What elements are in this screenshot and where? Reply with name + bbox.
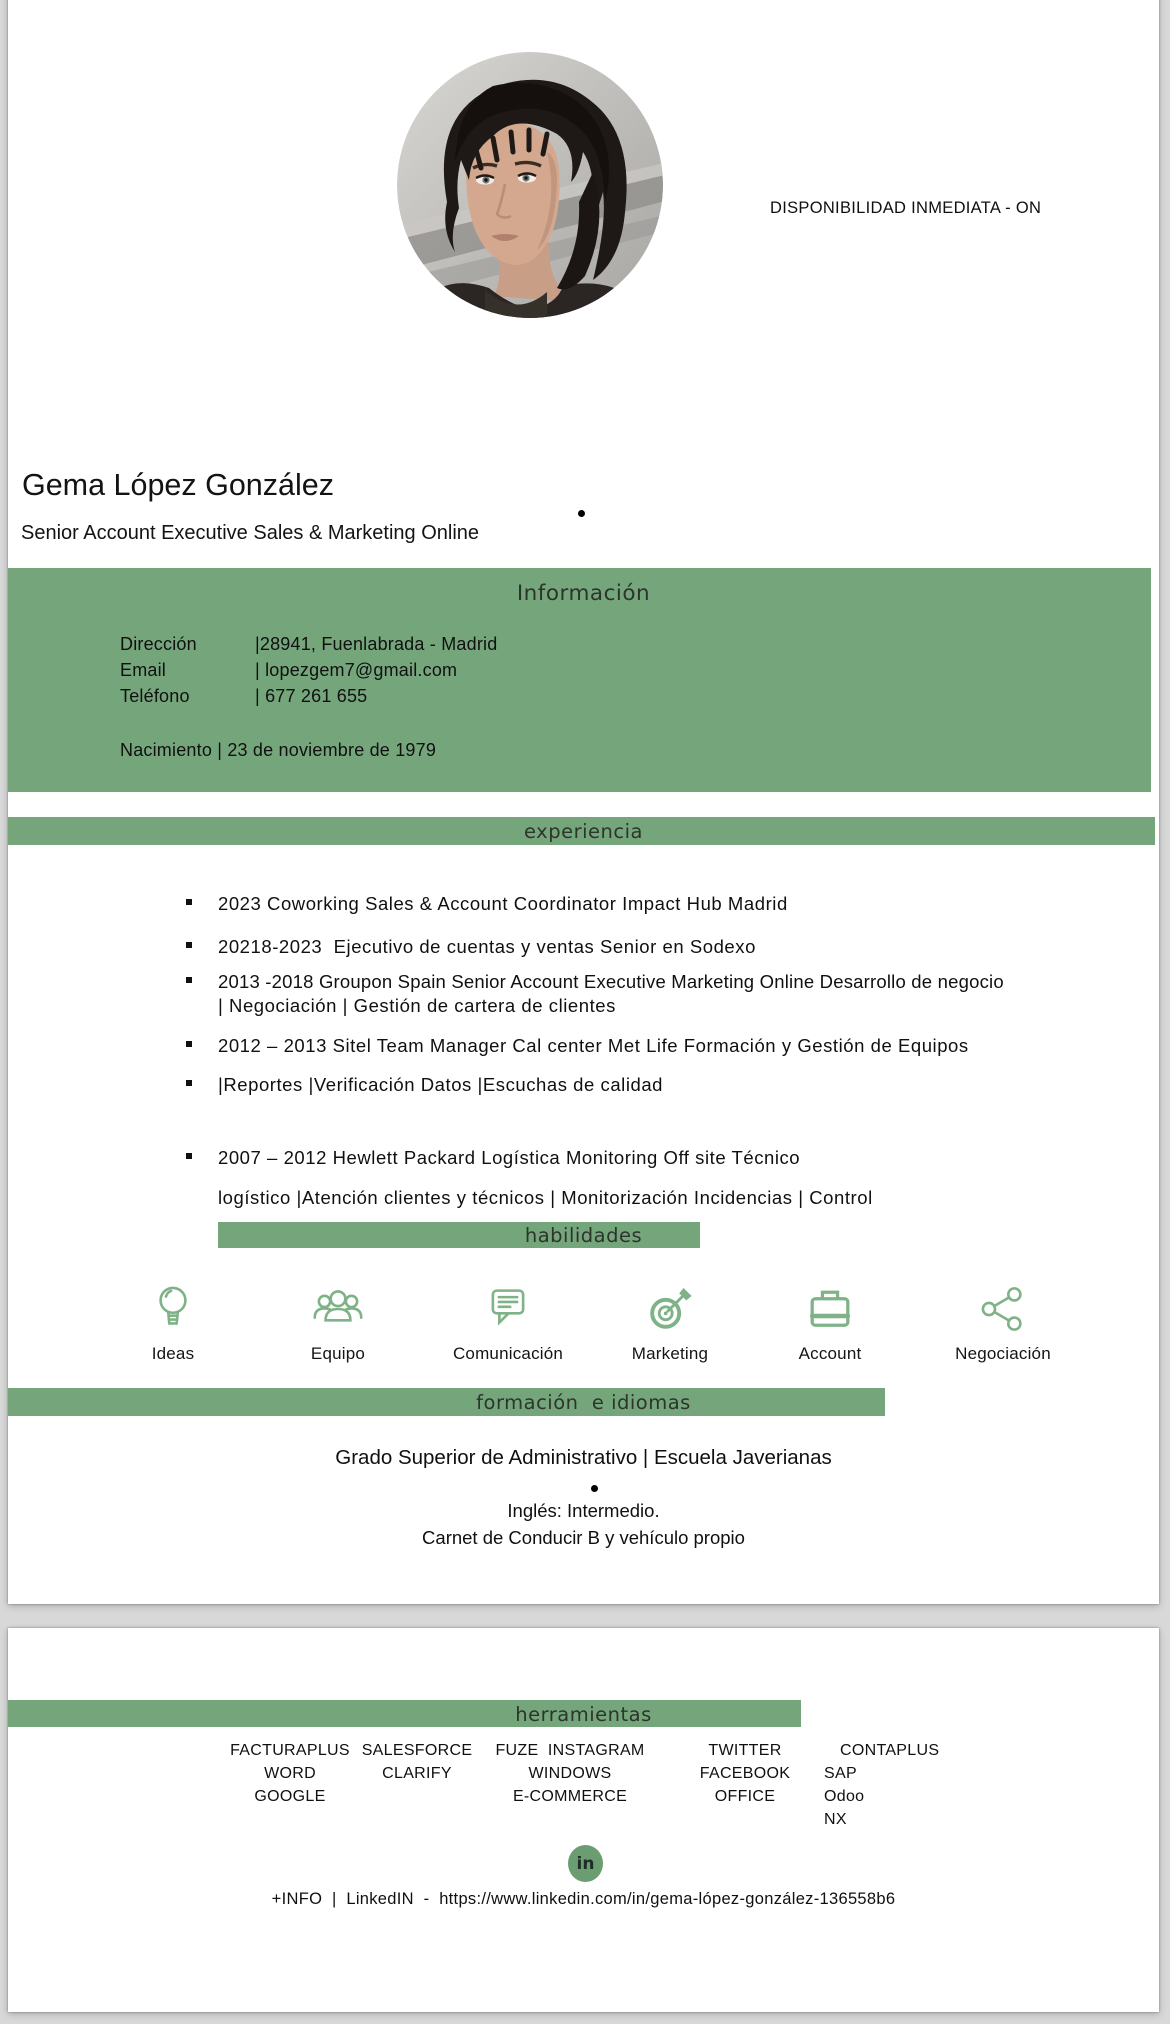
info-value-telefono: | 677 261 655 [255,686,368,706]
tool-item: SAP [824,1765,857,1782]
speech-bubble-icon [481,1282,535,1336]
tool-item: CONTAPLUS [840,1742,940,1759]
tool-item: TWITTER [708,1742,782,1759]
tool-item: FUZE INSTAGRAM [495,1742,645,1759]
tools-column-4 [670,1739,820,1808]
tools-column-3 [475,1739,665,1808]
resume-page-1 [8,0,1159,1604]
experience-item: 2007 – 2012 Hewlett Packard Logística Monitoring Off site Técnico [218,1147,801,1168]
availability-status: DISPONIBILIDAD INMEDIATA - ON [770,199,1042,217]
resume-page-2 [8,1628,1159,2012]
skill-label: Marketing [631,1344,709,1363]
lightbulb-icon [146,1282,200,1336]
tool-item: FACTURAPLUS [230,1742,350,1759]
bullet-marker [186,1080,192,1086]
bullet-marker [186,977,192,983]
decorative-dot [591,1485,598,1492]
experience-item: 2013 -2018 Groupon Spain Senior Account Executive Marketing Online Desarrollo de negocio [218,971,1004,992]
tool-item: GOOGLE [254,1788,326,1805]
info-value-direccion: |28941, Fuenlabrada - Madrid [255,634,498,654]
share-nodes-icon [976,1282,1030,1336]
tool-item: FACEBOOK [699,1765,791,1782]
tool-item: CLARIFY [382,1765,452,1782]
skill-label: Comunicación [452,1344,564,1363]
profile-photo [397,52,663,318]
tools-column-5 [824,1739,984,1831]
experience-item: |Reportes |Verificación Datos |Escuchas de calidad [218,1074,664,1095]
education-driving-license: Carnet de Conducir B y vehículo propio [422,1527,745,1548]
tool-item: OFFICE [714,1788,776,1805]
skill-label: Negociación [955,1344,1051,1363]
tools-column-2 [342,1739,492,1785]
skill-item-equipo [272,1282,404,1364]
profile-photo-illustration [397,52,663,318]
tool-item: SALESFORCE [361,1742,473,1759]
tool-item: WINDOWS [528,1765,612,1782]
education-section-heading: formación e idiomas [476,1391,691,1414]
decorative-dot [578,510,585,517]
tool-item: E-COMMERCE [512,1788,628,1805]
dartboard-icon [643,1282,697,1336]
skill-label: Equipo [310,1344,366,1363]
team-icon [311,1282,365,1336]
linkedin-icon-text: in [576,1853,595,1874]
skill-label: Account [798,1344,862,1363]
briefcase-icon [803,1282,857,1336]
experience-item: 2023 Coworking Sales & Account Coordinator Impact Hub Madrid [218,893,788,914]
info-label-email: Email [120,660,167,680]
experience-item: 20218-2023 Ejecutivo de cuentas y ventas Senior en Sodexo [218,936,756,957]
linkedin-profile-link[interactable]: +INFO | LinkedIN - https://www.linkedin.com/in/gema-lópez-gonzález-136558b6 [271,1890,896,1908]
skill-label: Ideas [151,1344,195,1363]
info-value-email: | lopezgem7@gmail.com [255,660,458,680]
tool-item: WORD [264,1765,316,1782]
experience-section-heading: experiencia [524,820,643,843]
skill-item-negociacion [937,1282,1069,1364]
person-job-title: Senior Account Executive Sales & Marketing Online [21,522,480,544]
skill-item-marketing [604,1282,736,1364]
bullet-marker [186,1041,192,1047]
tool-item: Odoo [824,1788,865,1805]
education-degree: Grado Superior de Administrativo | Escuela Javerianas [335,1446,832,1469]
skill-item-comunicacion [442,1282,574,1364]
bullet-marker [186,899,192,905]
bullet-marker [186,942,192,948]
experience-item: 2012 – 2013 Sitel Team Manager Cal center Met Life Formación y Gestión de Equipos [218,1035,969,1056]
info-section-heading: Información [516,581,651,606]
tool-item: NX [824,1811,847,1828]
experience-item-continued: | Negociación | Gestión de cartera de clientes [218,995,616,1016]
skill-item-account [764,1282,896,1364]
skills-section-heading: habilidades [524,1224,643,1247]
bullet-marker [186,1153,192,1159]
tools-section-heading: herramientas [515,1703,652,1726]
info-label-telefono: Teléfono [120,686,190,706]
education-language: Inglés: Intermedio. [507,1500,660,1521]
linkedin-icon [568,1845,603,1882]
info-birthdate: Nacimiento | 23 de noviembre de 1979 [120,740,437,760]
info-label-direccion: Dirección [120,634,197,654]
skill-item-ideas [107,1282,239,1364]
person-name: Gema López González [22,468,334,502]
experience-item-continued: logístico |Atención clientes y técnicos | Monitorización Incidencias | Control [218,1187,873,1208]
